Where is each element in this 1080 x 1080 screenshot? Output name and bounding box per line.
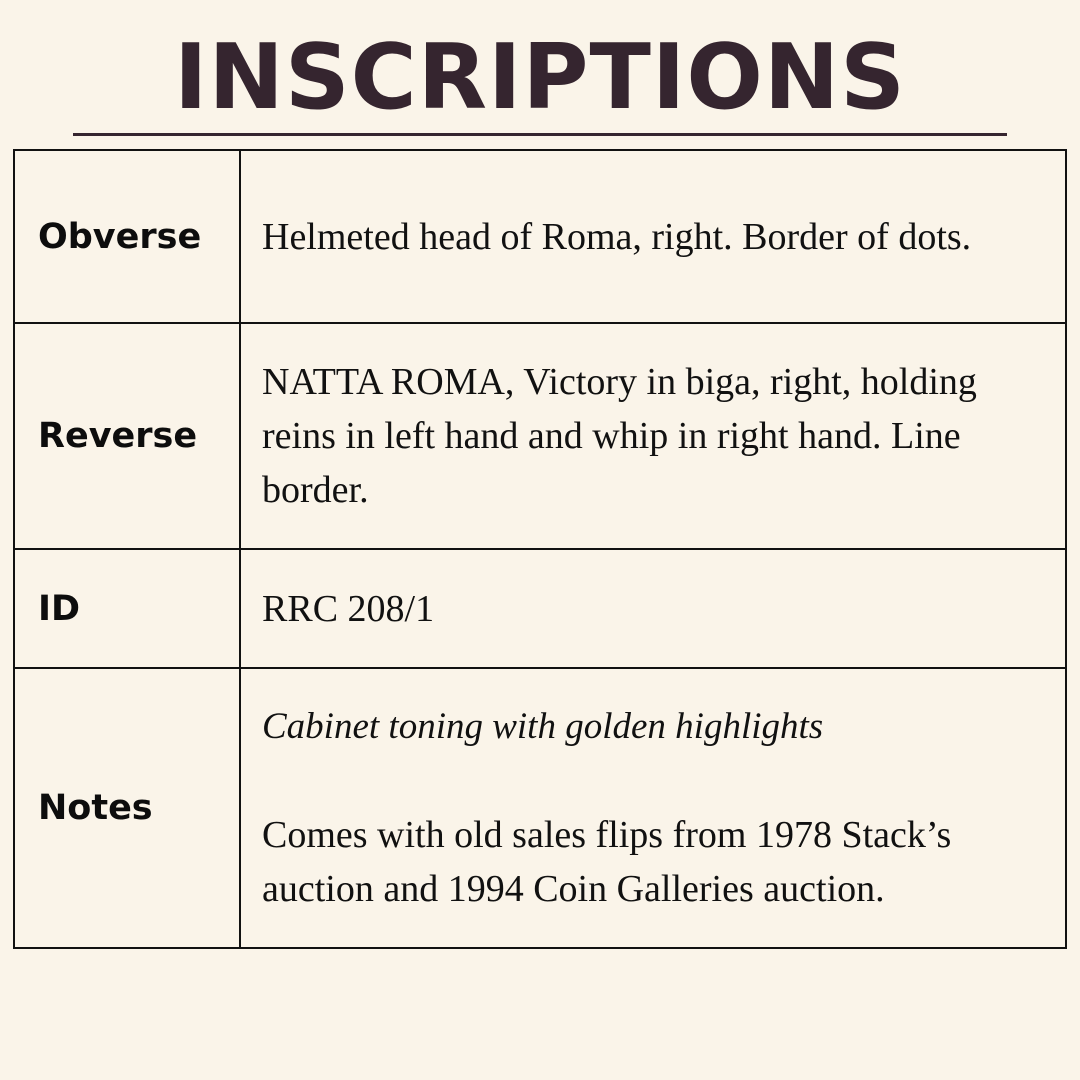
table-row-id <box>14 549 1066 668</box>
id-label: ID <box>14 549 240 668</box>
title-underline <box>73 133 1007 136</box>
reverse-value <box>240 323 1066 549</box>
notes-label: Notes <box>14 668 240 948</box>
obverse-value <box>240 150 1066 323</box>
reverse-label: Reverse <box>14 323 240 549</box>
page-title: INSCRIPTIONS <box>174 25 906 130</box>
reverse-text: NATTA ROMA, Victory in biga, right, holding reins in left hand and whip in right hand. Line border. <box>262 361 977 511</box>
id-value <box>240 549 1066 668</box>
notes-italic-text: Cabinet toning with golden highlights <box>262 706 824 747</box>
table-row-notes <box>14 668 1066 948</box>
table-row-obverse <box>14 150 1066 323</box>
obverse-label: Obverse <box>14 150 240 323</box>
notes-value <box>240 668 1066 948</box>
notes-body-text: Comes with old sales flips from 1978 Stack’s auction and 1994 Coin Galleries auction. <box>262 814 952 910</box>
id-text: RRC 208/1 <box>262 587 435 630</box>
obverse-text: Helmeted head of Roma, right. Border of dots. <box>262 215 972 258</box>
inscriptions-table <box>13 149 1067 949</box>
table-row-reverse <box>14 323 1066 549</box>
